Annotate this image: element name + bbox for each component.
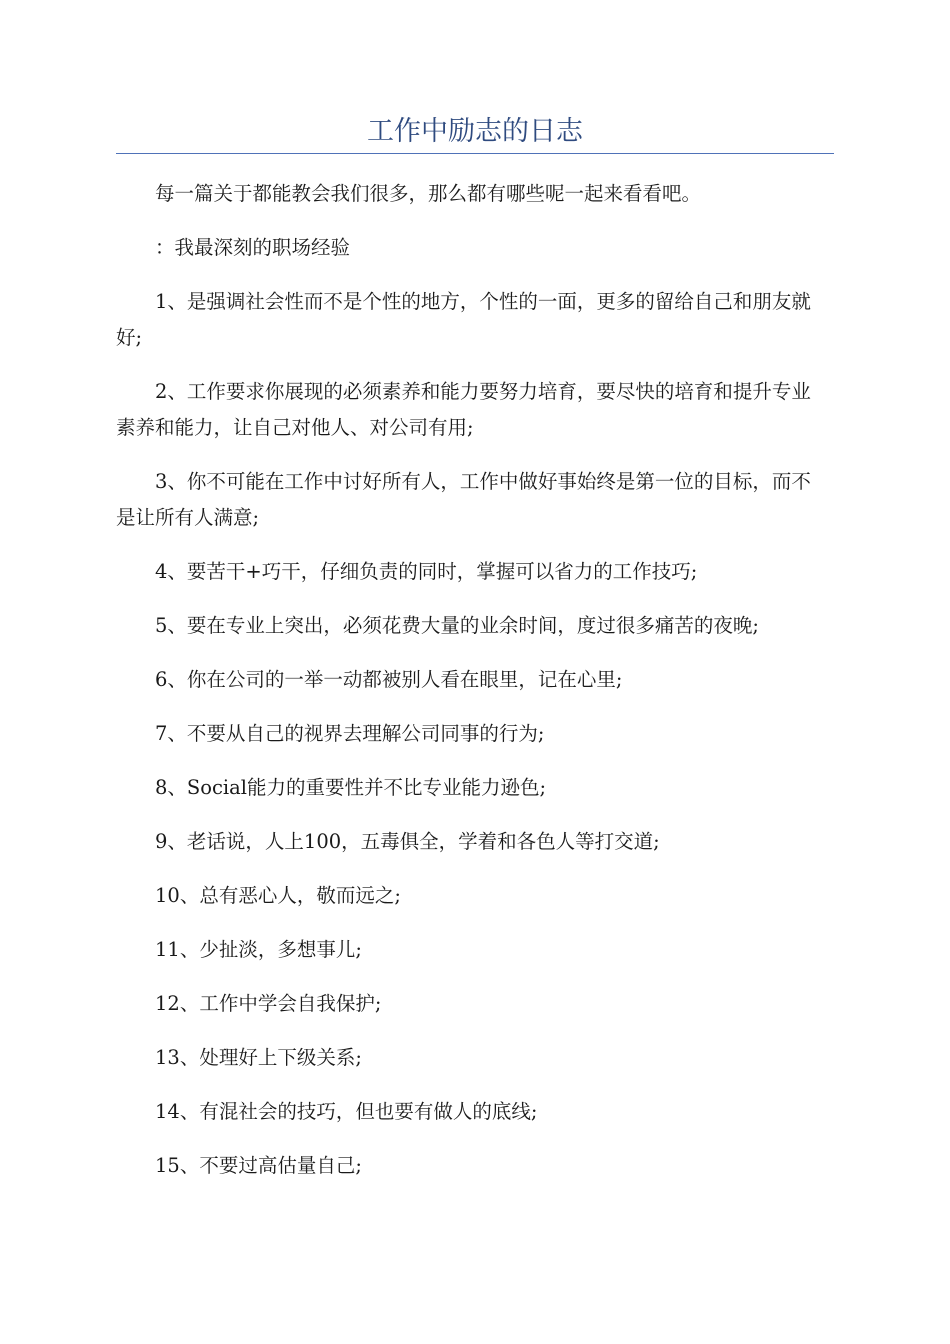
- paragraph-heading: ：我最深刻的职场经验: [155, 236, 351, 259]
- list-item: 4、要苦干+巧干，仔细负责的同时，掌握可以省力的工作技巧;: [155, 560, 698, 583]
- list-item: 11、少扯淡，多想事儿;: [155, 938, 362, 961]
- list-item: 8、Social能力的重要性并不比专业能力逊色;: [155, 776, 547, 799]
- list-item: 5、要在专业上突出，必须花费大量的业余时间，度过很多痛苦的夜晚;: [155, 614, 759, 637]
- list-item: 14、有混社会的技巧，但也要有做人的底线;: [155, 1100, 538, 1123]
- list-item: 12、工作中学会自我保护;: [155, 992, 382, 1015]
- paragraph-intro: 每一篇关于都能教会我们很多，那么都有哪些呢一起来看看吧。: [155, 182, 702, 205]
- list-item: 10、总有恶心人，敬而远之;: [155, 884, 401, 907]
- list-item: 2、工作要求你展现的必须素养和能力要努力培育，要尽快的培育和提升专业素养和能力，让自己对他人、对公司有用;: [116, 380, 811, 439]
- list-item: 9、老话说，人上100，五毒俱全，学着和各色人等打交道;: [155, 830, 660, 853]
- list-item: 1、是强调社会性而不是个性的地方，个性的一面，更多的留给自己和朋友就好;: [116, 290, 811, 349]
- title-underline: [116, 153, 834, 154]
- list-item: 13、处理好上下级关系;: [155, 1046, 362, 1069]
- list-item: 15、不要过高估量自己;: [155, 1154, 362, 1177]
- list-item: 7、不要从自己的视界去理解公司同事的行为;: [155, 722, 545, 745]
- list-item: 3、你不可能在工作中讨好所有人，工作中做好事始终是第一位的目标，而不是让所有人满意;: [116, 470, 811, 529]
- document-body: [116, 176, 822, 1202]
- list-item: 6、你在公司的一举一动都被别人看在眼里，记在心里;: [155, 668, 623, 691]
- document-title: 工作中励志的日志: [367, 116, 583, 147]
